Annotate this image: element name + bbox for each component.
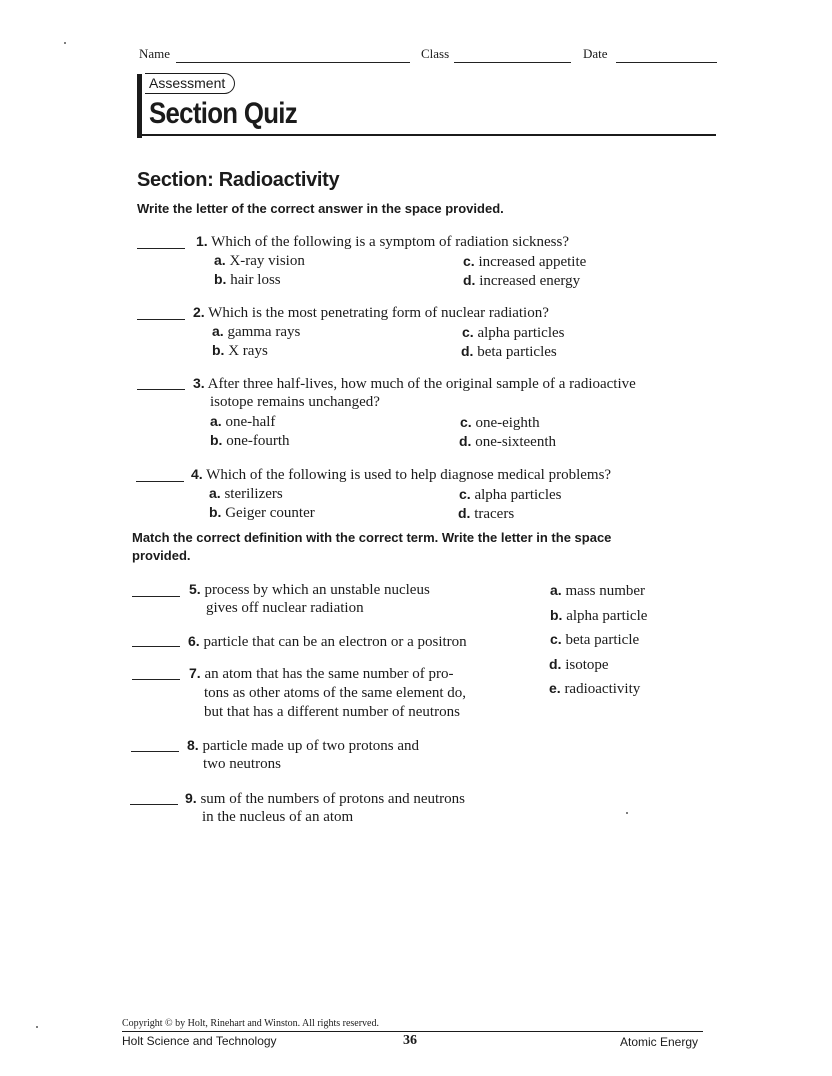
option-c: c. increased appetite	[463, 253, 587, 270]
option-a: a. sterilizers	[209, 485, 283, 502]
page-number: 36	[403, 1033, 417, 1048]
answer-blank-2[interactable]	[137, 319, 185, 320]
option-b: b. hair loss	[214, 271, 281, 288]
item-number: 6.	[188, 633, 200, 649]
option-d: d. increased energy	[463, 272, 581, 289]
copyright-notice: Copyright © by Holt, Rinehart and Winston. All rights reserved.	[122, 1018, 379, 1029]
term-c: c. beta particle	[550, 631, 640, 648]
definition-text: sum of the numbers of protons and neutrons	[200, 791, 465, 807]
question-number: 2.	[193, 304, 205, 320]
definition-text: process by which an unstable nucleus	[204, 582, 430, 598]
book-title: Holt Science and Technology	[122, 1034, 277, 1048]
term-d: d. isotope	[549, 656, 609, 673]
option-c: c. alpha particles	[459, 486, 562, 503]
instructions-multiple-choice: Write the letter of the correct answer in the space provided.	[137, 201, 504, 216]
option-a: a. X-ray vision	[214, 252, 305, 269]
name-label: Name	[139, 46, 171, 61]
instructions-matching-line-1: Match the correct definition with the correct term. Write the letter in the space	[132, 530, 612, 545]
option-b: b. Geiger counter	[209, 504, 315, 521]
question-text: Which is the most penetrating form of nuclear radiation?	[208, 305, 549, 321]
option-d: d. one-sixteenth	[459, 433, 557, 450]
item-number: 8.	[187, 737, 199, 753]
name-field[interactable]	[176, 62, 410, 63]
item-number: 5.	[189, 581, 201, 597]
answer-blank-3[interactable]	[137, 389, 185, 390]
option-a: a. gamma rays	[212, 323, 301, 340]
question-number: 1.	[196, 233, 208, 249]
answer-blank-7[interactable]	[132, 679, 180, 680]
question-text: Which of the following is used to help diagnose medical problems?	[206, 467, 612, 483]
option-c: c. alpha particles	[462, 324, 565, 341]
definition-text: an atom that has the same number of pro-	[204, 666, 454, 682]
assessment-badge: Assessment	[145, 73, 235, 94]
title-accent-bar	[137, 74, 142, 138]
answer-blank-6[interactable]	[132, 646, 180, 647]
term-b: b. alpha particle	[550, 607, 648, 624]
definition-text: particle that can be an electron or a positron	[203, 634, 467, 650]
date-field[interactable]	[616, 62, 717, 63]
answer-blank-4[interactable]	[136, 481, 184, 482]
option-b: b. one-fourth	[210, 432, 290, 449]
definition-text-continued: in the nucleus of an atom	[202, 809, 354, 825]
question-text: After three half-lives, how much of the original sample of a radioactive	[207, 376, 636, 392]
answer-blank-9[interactable]	[130, 804, 178, 805]
instructions-matching-line-2: provided.	[132, 548, 191, 563]
footer-divider	[122, 1031, 703, 1032]
definition-text: particle made up of two protons and	[202, 738, 420, 754]
item-number: 9.	[185, 790, 197, 806]
scan-speck	[626, 812, 628, 814]
definition-text-continued: two neutrons	[203, 756, 281, 772]
answer-blank-5[interactable]	[132, 596, 180, 597]
option-d: d. beta particles	[461, 343, 557, 360]
question-text-continued: isotope remains unchanged?	[210, 394, 380, 410]
scan-speck	[64, 42, 66, 44]
page-title: Section Quiz	[149, 97, 298, 130]
term-e: e. radioactivity	[549, 680, 641, 697]
class-label: Class	[421, 46, 450, 61]
answer-blank-1[interactable]	[137, 248, 185, 249]
chapter-title: Atomic Energy	[620, 1035, 699, 1049]
question-number: 4.	[191, 466, 203, 482]
option-d: d. tracers	[458, 505, 515, 522]
definition-text-continued: gives off nuclear radiation	[206, 600, 364, 616]
answer-blank-8[interactable]	[131, 751, 179, 752]
option-a: a. one-half	[210, 413, 276, 430]
title-divider	[137, 134, 716, 136]
term-a: a. mass number	[550, 582, 646, 599]
option-b: b. X rays	[212, 342, 268, 359]
section-heading: Section: Radioactivity	[137, 169, 340, 191]
definition-text-continued: tons as other atoms of the same element do,	[204, 685, 467, 701]
option-c: c. one-eighth	[460, 414, 540, 431]
definition-text-continued: but that has a different number of neutrons	[204, 704, 460, 720]
date-label: Date	[583, 46, 608, 61]
question-text: Which of the following is a symptom of radiation sickness?	[211, 234, 570, 250]
scan-speck	[36, 1026, 38, 1028]
question-number: 3.	[193, 375, 205, 391]
class-field[interactable]	[454, 62, 571, 63]
item-number: 7.	[189, 665, 201, 681]
